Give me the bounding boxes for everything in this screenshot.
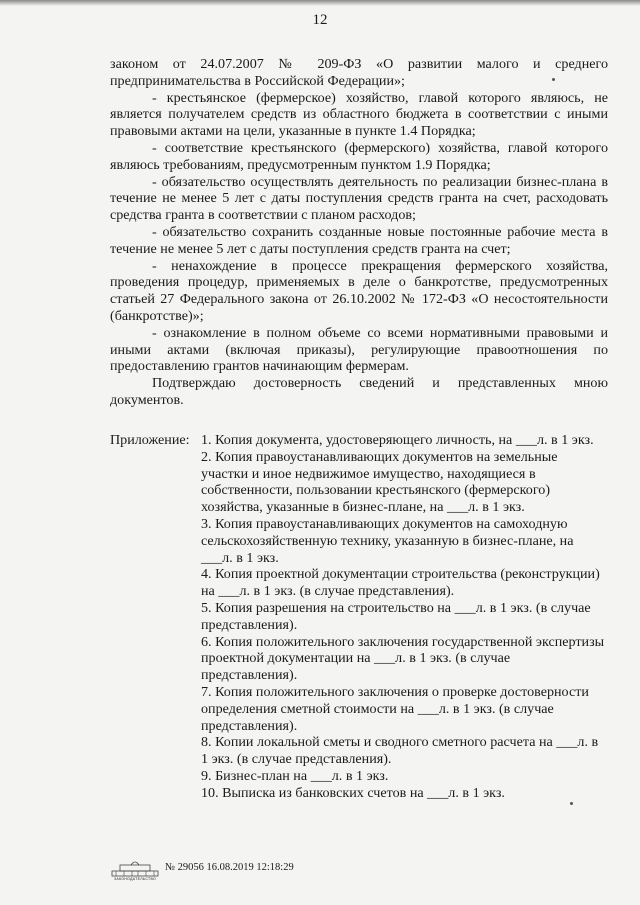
attachment-item: 9. Бизнес-план на ___л. в 1 экз. [201, 767, 389, 784]
attachments-label: Приложение: [110, 432, 190, 448]
attachments-list [201, 432, 606, 802]
paragraph: - обязательство сохранить созданные новые постоянные рабочие места в течение не менее 5 лет с даты поступления средств гранта на счет; [110, 223, 608, 257]
document-body [110, 56, 608, 409]
attachment-item: 4. Копия проектной документации строительства (реконструкции) на ___л. в 1 экз. (в случае представления). [201, 566, 600, 600]
attachment-item: 3. Копия правоустанавливающих документов на самоходную сельскохозяйственную технику, указанную в бизнес-плане, на ___л. в 1 экз. [201, 515, 574, 566]
registration-stamp: № 29056 16.08.2019 12:18:29 [165, 862, 294, 873]
attachment-item: 10. Выписка из банковских счетов на ___л. в 1 экз. [201, 784, 505, 801]
footer [110, 857, 410, 883]
paragraph: - ознакомление в полном объеме со всеми нормативными правовыми и иными актами (включая приказы), регулирующие правоотношения по предоставлению грантов начинающим фермерам. [110, 324, 608, 375]
scan-edge [0, 0, 640, 6]
attachment-item: 6. Копия положительного заключения государственной экспертизы проектной документации на ___л. в 1 экз. (в случае представления). [201, 633, 605, 684]
paragraph: - соответствие крестьянского (фермерского) хозяйства, главой которого являюсь требованиям, предусмотренным пунктом 1.9 Порядка; [110, 139, 608, 173]
paragraph: законом от 24.07.2007 № 209-ФЗ «О развитии малого и среднего предпринимательства в Российской Федерации»; [110, 56, 608, 89]
attachment-item: 5. Копия разрешения на строительство на ___л. в 1 экз. (в случае представления). [201, 599, 591, 633]
attachment-item: 7. Копия положительного заключения о проверке достоверности определения сметной стоимости на ___л. в 1 экз. (в случае представления). [201, 683, 589, 734]
paragraph: - ненахождение в процессе прекращения фермерского хозяйства, проведения процедур, применяемых в деле о банкротстве, предусмотренных статьей 27 Федерального закона от 26.10.2002 № 172-ФЗ «О несостоятельности (банкротстве)»; [110, 257, 608, 324]
scan-speck [570, 802, 573, 805]
paragraph: - крестьянское (фермерское) хозяйство, главой которого являюсь, не является получателем средств из областного бюджета в соответствии с иными правовыми актами на цели, указанные в пункте 1.4 Порядка; [110, 89, 608, 140]
confirmation-paragraph: Подтверждаю достоверность сведений и представленных мною документов. [110, 375, 608, 408]
page-number: 12 [312, 12, 328, 28]
paragraph: - обязательство осуществлять деятельность по реализации бизнес-плана в течение не менее 5 лет с даты поступления средств гранта на счет, расходовать средства гранта в соответствии с планом расходов; [110, 173, 608, 224]
attachment-item: 2. Копия правоустанавливающих документов на земельные участки и иное недвижимое имущество, находящиеся в собственности, пользовании крестьянского (фермерского) хозяйства, указанные в бизнес-плане, на ___л. в 1 экз. [201, 448, 558, 516]
attachment-item: 8. Копии локальной сметы и сводного сметного расчета на ___л. в 1 экз. (в случае представления). [201, 734, 599, 768]
logo-caption: ЗАКОНОДАТЕЛЬСТВО [113, 877, 157, 881]
attachment-item: 1. Копия документа, удостоверяющего личность, на ___л. в 1 экз. [201, 432, 594, 448]
